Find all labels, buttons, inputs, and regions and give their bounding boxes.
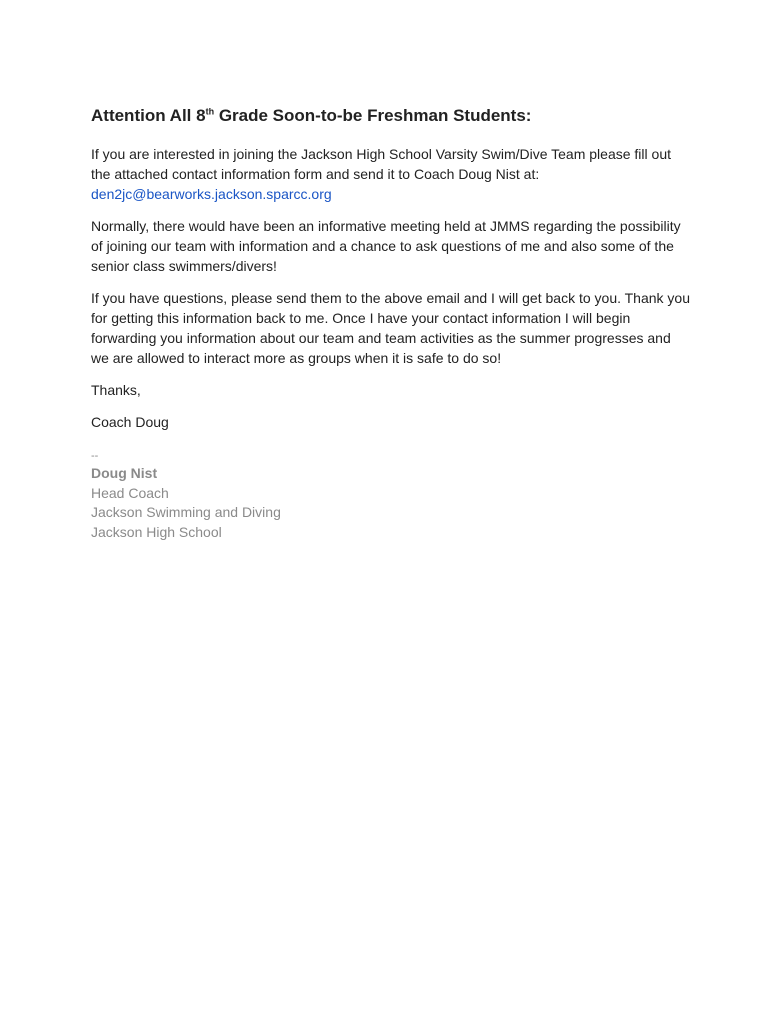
intro-text: If you are interested in joining the Jackson High School Varsity Swim/Dive Team please fill out the attached contact information form and send it to Coach Doug Nist at: (91, 146, 671, 182)
title-superscript: th (205, 106, 215, 117)
questions-paragraph: If you have questions, please send them to the above email and I will get back to you. Thank you for getting this information back to me. Once I have your contact information I will begin forwarding you information about our team and team activities as the summer progresses and we are allowed to interact more as groups when it is safe to do so! (91, 290, 690, 366)
closing-line: Coach Doug (91, 414, 169, 430)
document-page (91, 104, 691, 542)
intro-paragraph (91, 144, 691, 204)
title-prefix: Attention All 8 (91, 106, 206, 125)
email-signature (91, 448, 691, 542)
email-link[interactable]: den2jc@bearworks.jackson.sparcc.org (91, 186, 332, 202)
meeting-paragraph: Normally, there would have been an informative meeting held at JMMS regarding the possibility of joining our team with information and a chance to ask questions of me and also some of the senior class swimmers/divers! (91, 218, 681, 274)
page-title (91, 104, 691, 128)
signature-team: Jackson Swimming and Diving (91, 504, 281, 520)
signature-separator: -- (91, 450, 99, 462)
signature-name: Doug Nist (91, 465, 158, 481)
thanks-line: Thanks, (91, 382, 141, 398)
signature-role: Head Coach (91, 484, 169, 501)
signature-school: Jackson High School (91, 523, 222, 540)
title-suffix: Grade Soon-to-be Freshman Students: (214, 106, 532, 125)
